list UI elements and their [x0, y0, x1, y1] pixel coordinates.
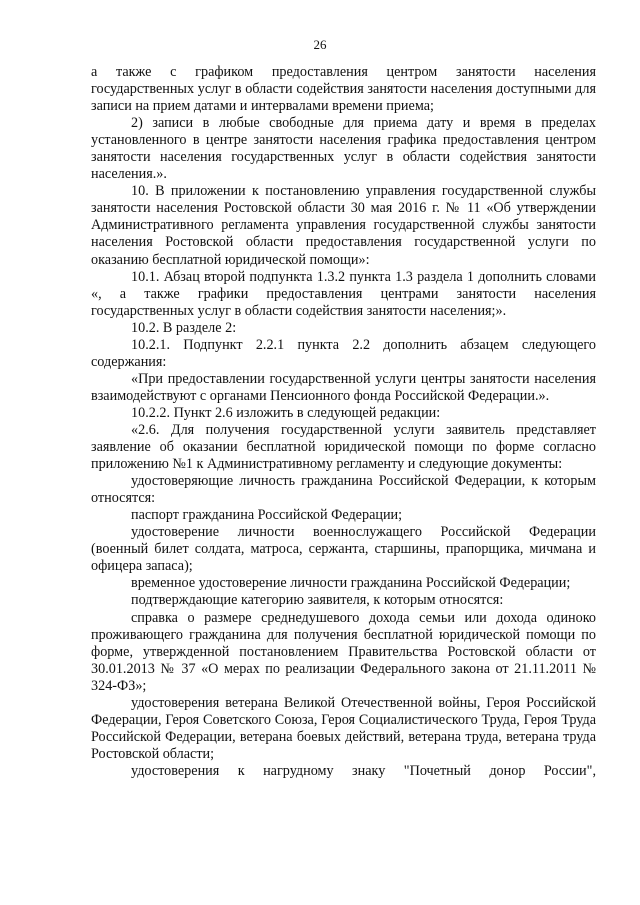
paragraph: 10.2.2. Пункт 2.6 изложить в следующей редакции:	[131, 404, 441, 421]
paragraph: удостоверяющие личность гражданина Российской Федерации, к которым относятся:	[91, 473, 596, 507]
paragraph: 2) записи в любые свободные для приема дату и время в пределах установленного в центре занятости населения графика предоставления центром занятости населения государственных услуг в области содействия занятости населения.».	[91, 115, 596, 183]
paragraph: 10.2.1. Подпункт 2.2.1 пункта 2.2 дополнить абзацем следующего содержания:	[91, 336, 596, 370]
paragraph: подтверждающие категорию заявителя, к которым относятся:	[131, 592, 504, 609]
paragraph: 10.1. Абзац второй подпункта 1.3.2 пункта 1.3 раздела 1 дополнить словами «, а также графики предоставления центрами занятости населения государственных услуг в области содействия занятости населения;».	[91, 268, 596, 319]
page-number: 26	[313, 37, 327, 52]
paragraph: удостоверения к нагрудному знаку "Почетный донор России",	[131, 762, 596, 779]
paragraph: «При предоставлении государственной услуги центры занятости населения взаимодействуют с органами Пенсионного фонда Российской Федерации.».	[91, 370, 596, 404]
paragraph: временное удостоверение личности гражданина Российской Федерации;	[131, 575, 571, 592]
paragraph: справка о размере среднедушевого дохода семьи или дохода одиноко проживающего гражданина для получения бесплатной юридической помощи по форме, утвержденной постановлением Правительства Ростовской области от 30.01.2013 № 37 «О мерах по реализации Федерального закона от 21.11.2011 № 324-ФЗ»;	[91, 609, 596, 694]
paragraph: удостоверение личности военнослужащего Российской Федерации (военный билет солдата, матроса, сержанта, старшины, прапорщика, мичмана и офицера запаса);	[91, 524, 596, 575]
paragraph: 10. В приложении к постановлению управления государственной службы занятости населения Ростовской области 30 мая 2016 г. № 11 «Об утверждении Административного регламента управления государственной службы занятости населения Ростовской области предоставления государственной услуги по оказанию бесплатной юридической помощи»:	[91, 183, 596, 268]
paragraph: паспорт гражданина Российской Федерации;	[131, 507, 403, 524]
paragraph: 10.2. В разделе 2:	[131, 319, 237, 336]
paragraph: «2.6. Для получения государственной услуги заявитель представляет заявление об оказании бесплатной юридической помощи по форме согласно приложению №1 к Административному регламенту и следующие документы:	[91, 421, 596, 473]
paragraph: удостоверения ветерана Великой Отечественной войны, Героя Российской Федерации, Героя Советского Союза, Героя Социалистического Труда, Героя Труда Российской Федерации, ветерана боевых действий, ветерана труда, ветерана труда Ростовской области;	[91, 694, 596, 762]
document-body	[91, 64, 596, 780]
paragraph: а также с графиком предоставления центром занятости населения государственных услуг в области содействия занятости населения доступными для записи на прием датами и интервалами времени приема;	[91, 64, 596, 115]
